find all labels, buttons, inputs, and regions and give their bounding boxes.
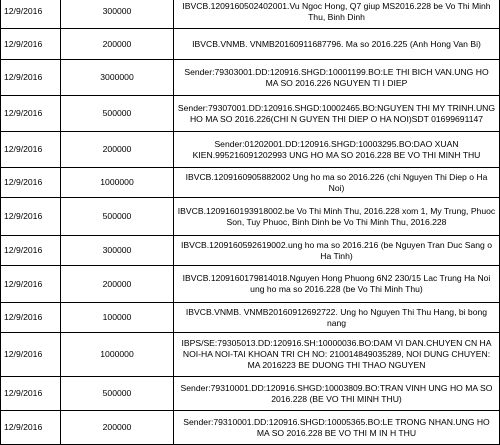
table-row	[1, 266, 500, 303]
date-cell: 12/9/2016	[1, 0, 61, 29]
amount-cell: 200000	[61, 29, 174, 60]
description-cell: Sender:01202001.DD:120916.SHGD:10003295.BO:DAO XUAN KIEN.995216091202993 UNG HO MA SO 2016.228 BE VO THI MINH THU	[174, 132, 500, 168]
table-row	[1, 60, 500, 96]
table-row	[1, 198, 500, 236]
amount-cell: 500000	[61, 198, 174, 236]
table-row	[1, 168, 500, 198]
amount-cell: 3000000	[61, 60, 174, 96]
date-cell: 12/9/2016	[1, 168, 61, 198]
date-cell: 12/9/2016	[1, 333, 61, 377]
date-cell: 12/9/2016	[1, 236, 61, 266]
amount-cell: 500000	[61, 96, 174, 132]
description-cell: Sender:79310001.DD:120916.SHGD:10005365.BO:LE TRONG NHAN.UNG HO MA SO 2016.228 BE VO THI M IN H THU	[174, 411, 500, 445]
table-row	[1, 236, 500, 266]
description-cell: IBVCB.1209160502402001.Vu Ngoc Hong, Q7 giup MS2016.228 be Vo Thi Minh Thu, Binh Dinh	[174, 0, 500, 29]
date-cell: 12/9/2016	[1, 303, 61, 333]
amount-cell: 200000	[61, 411, 174, 445]
table-row	[1, 411, 500, 445]
date-cell: 12/9/2016	[1, 132, 61, 168]
date-cell: 12/9/2016	[1, 60, 61, 96]
amount-cell: 1000000	[61, 168, 174, 198]
table-row	[1, 333, 500, 377]
amount-cell: 300000	[61, 0, 174, 29]
date-cell: 12/9/2016	[1, 198, 61, 236]
description-cell: Sender:79303001.DD:120916.SHGD:10001199.BO:LE THI BICH VAN.UNG HO MA SO 2016.226 NGUYEN TI I DIEP	[174, 60, 500, 96]
table-row	[1, 303, 500, 333]
date-cell: 12/9/2016	[1, 29, 61, 60]
description-cell: Sender:79307001.DD:120916.SHGD:10002465.BO:NGUYEN THI MY TRINH.UNG HO MA SO 2016.226(CHI N GUYEN THI DIEP O HA NOI)SDT 01699691147	[174, 96, 500, 132]
table-row	[1, 96, 500, 132]
description-cell: IBVCB.VNMB. VNMB20160912692722. Ung ho Nguyen Thi Thu Hang, bi bong nang	[174, 303, 500, 333]
date-cell: 12/9/2016	[1, 96, 61, 132]
description-cell: IBVCB.1209160905882002 Ung ho ma so 2016.226 (chi Nguyen Thi Diep o Ha Noi)	[174, 168, 500, 198]
amount-cell: 500000	[61, 377, 174, 411]
description-cell: IBVCB.1209160193918002.be Vo Thi Minh Thu, 2016.228 xom 1, My Trung, Phuoc Son, Tuy Phuoc, Binh Dinh be Vo Thi Minh Thu, 2016.228	[174, 198, 500, 236]
table-row	[1, 0, 500, 29]
amount-cell: 200000	[61, 266, 174, 303]
table-row	[1, 132, 500, 168]
table-row	[1, 29, 500, 60]
description-cell: Sender:79310001.DD:120916.SHGD:10003809.BO:TRAN VINH UNG HO MA SO 2016.228 (BE VO THI MINH THU)	[174, 377, 500, 411]
amount-cell: 200000	[61, 132, 174, 168]
table-row	[1, 377, 500, 411]
description-cell: IBVCB.1209160179814018.Nguyen Hong Phuong 6N2 230/15 Lac Trung Ha Noi ung ho ma so 2016.228 (be Vo Thi Minh Thu)	[174, 266, 500, 303]
amount-cell: 300000	[61, 236, 174, 266]
date-cell: 12/9/2016	[1, 411, 61, 445]
date-cell: 12/9/2016	[1, 377, 61, 411]
date-cell: 12/9/2016	[1, 266, 61, 303]
description-cell: IBPS/SE:79305013.DD:120916.SH:10000036.BO:DAM VI DAN.CHUYEN CN HA NOI-HA NOI-TAI KHOAN TRI CH NO: 210014849035289, NOI DUNG CHUYEN: MA 2016223 BE DUONG THI THAO NGUYEN	[174, 333, 500, 377]
description-cell: IBVCB.VNMB. VNMB20160911687796. Ma so 2016.225 (Anh Hong Van Bi)	[174, 29, 500, 60]
amount-cell: 1000000	[61, 333, 174, 377]
amount-cell: 100000	[61, 303, 174, 333]
description-cell: IBVCB.1209160592619002.ung ho ma so 2016.216 (be Nguyen Tran Duc Sang o Ha Tinh)	[174, 236, 500, 266]
